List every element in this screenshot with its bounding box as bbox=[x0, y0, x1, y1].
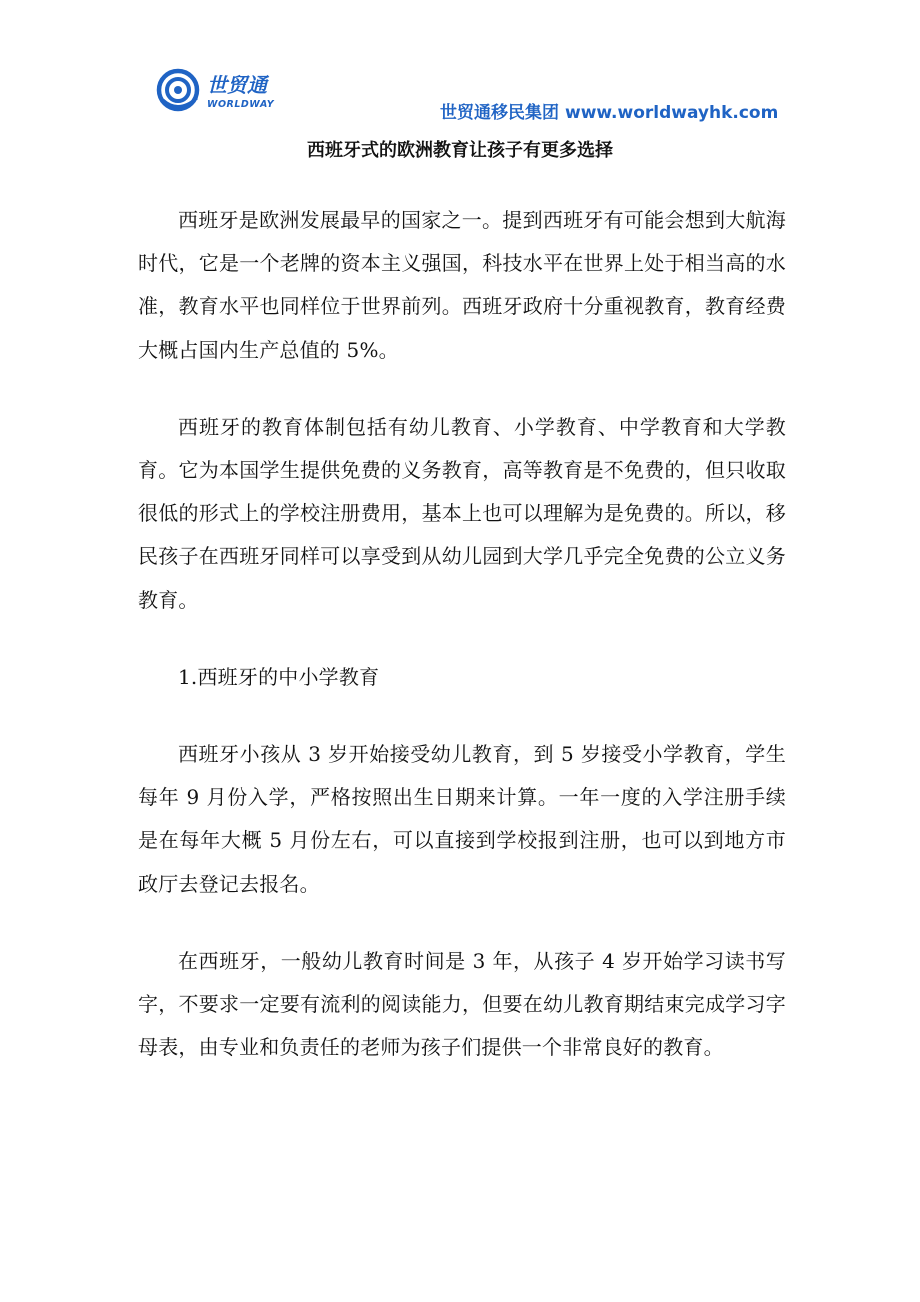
logo-en-text: WORLDWAY bbox=[207, 99, 275, 110]
logo-cn-text: 世贸通 bbox=[207, 73, 267, 97]
paragraph-preschool: 在西班牙，一般幼儿教育时间是 3 年，从孩子 4 岁开始学习读书写字，不要求一定要有流利的阅读能力，但要在幼儿教育期结束完成学习字母表，由专业和负责任的老师为孩子们提供一个非常良好的教育。 bbox=[138, 948, 786, 1060]
section-heading-primary-secondary: 1.西班牙的中小学教育 bbox=[178, 664, 380, 689]
paragraph-education-system: 西班牙的教育体制包括有幼儿教育、小学教育、中学教育和大学教育。它为本国学生提供免费的义务教育，高等教育是不免费的，但只收取很低的形式上的学校注册费用，基本上也可以理解为是免费的。所以，移民孩子在西班牙同样可以享受到从幼儿园到大学几乎完全免费的公立义务教育。 bbox=[138, 414, 786, 612]
header-website-link[interactable]: www.worldwayhk.com bbox=[565, 103, 779, 123]
worldway-globe-icon bbox=[155, 66, 285, 116]
header-org-name: 世贸通移民集团 bbox=[440, 103, 559, 123]
paragraph-school-enrollment: 西班牙小孩从 3 岁开始接受幼儿教育，到 5 岁接受小学教育，学生每年 9 月份入学，严格按照出生日期来计算。一年一度的入学注册手续是在每年大概 5 月份左右，可以直接到学校报到注册，也可以到地方市政厅去登记去报名。 bbox=[138, 742, 786, 896]
document-body bbox=[138, 199, 786, 1103]
header-company-link[interactable] bbox=[440, 98, 778, 123]
document-title: 西班牙式的欧洲教育让孩子有更多选择 bbox=[307, 140, 613, 161]
company-logo bbox=[155, 66, 285, 116]
paragraph-intro: 西班牙是欧洲发展最早的国家之一。提到西班牙有可能会想到大航海时代，它是一个老牌的资本主义强国，科技水平在世界上处于相当高的水准，教育水平也同样位于世界前列。西班牙政府十分重视教育，教育经费大概占国内生产总值的 5%。 bbox=[138, 208, 786, 362]
